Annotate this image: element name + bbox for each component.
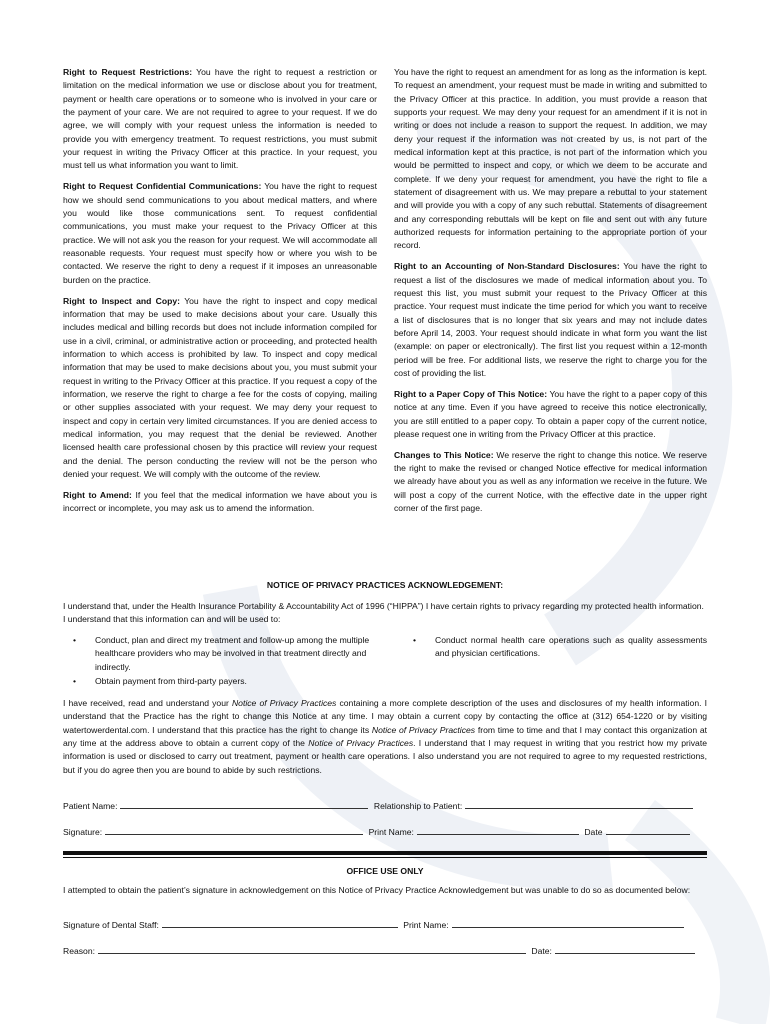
- patient-name-row: Patient Name: Relationship to Patient:: [63, 799, 707, 813]
- list-item: • Obtain payment from third-party payers.: [63, 675, 383, 688]
- staff-signature-field[interactable]: [162, 918, 398, 928]
- relationship-field[interactable]: [465, 799, 693, 809]
- office-use-heading: OFFICE USE ONLY: [346, 866, 424, 876]
- office-use-text: I attempted to obtain the patient’s signature in acknowledgement on this Notice of Privacy Practice Acknowledgement but was unable to do so as documented below:: [63, 885, 691, 895]
- acknowledgement-paragraph: I have received, read and understand your Notice of Privacy Practices containing a more complete description of the uses and disclosures of my health information. I understand that the Practice has the right to change this Notice at any time. I may obtain a current copy by contacting the office at (312) 654-1220 or by visiting watertowerdental.com. I understand that this practice has the right to change its Notice of Privacy Practices from time to time and that I may contact this organization at any time at the address above to obtain a current copy of the Notice of Privacy Practices. I understand that I may request in writing that you restrict how my private information is used or disclosed to carry out treatment, payment or health care operations. I also understand you are not required to agree to my requested restrictions, but if you do agree then you are bound to abide by such restrictions.: [63, 698, 708, 775]
- paragraph-inspect-copy: Right to Inspect and Copy: You have the right to inspect and copy medical information that may be used to make decisions about your care. Usually this includes medical and billing records but does not include information compiled for use in a civil, criminal, or administrative action or proceeding, and protected health information to which access is prohibited by law. To inspect and copy medical information that may be used to make decisions about you, you must submit your request in writing to the Privacy Officer at this practice. If you request a copy of the information, we reserve the right to charge a fee for the costs of copying, mailing or other supplies associated with your request. We may deny your request to inspect and copy in certain very limited circumstances. If you are denied access to medical information, you may request that the denial be reviewed. Another licensed health care professional chosen by this practice will review your request and the denial. The person conducting the review will not be the person who denied your request. We will comply with the outcome of the review.: [63, 295, 377, 479]
- bullet-icon: •: [73, 676, 77, 687]
- left-column: [63, 66, 377, 523]
- right-column: [394, 66, 707, 523]
- staff-signature-row: Signature of Dental Staff: Print Name:: [63, 918, 707, 932]
- patient-name-field[interactable]: [120, 799, 368, 809]
- staff-print-name-field[interactable]: [452, 918, 684, 928]
- paragraph-accounting-disclosures: Right to an Accounting of Non-Standard Disclosures: You have the right to request a list of the disclosures we made of medical information about you. To request this list, you must submit your request to the Privacy Officer at this practice. Your request must indicate the time period for which you want to receive a list of disclosures that is no longer that six years and may not include dates before April 14, 2003. Your request should indicate in what form you want the list (example: on paper or electronically). The first list you request within a 12-month period will be free. For additional lists, we reserve the right to charge you for the cost of providing the list.: [394, 261, 707, 379]
- paragraph-request-restrictions: Right to Request Restrictions: You have the right to request a restriction or limitation on the medical information we use or disclose about you for treatment, payment or health care operations or to someone who is involved in your care or the payment of your care. We are not required to agree to your request. If we do agree, we will comply with your request unless the information is needed to provide you with emergency treatment. To request restrictions, you must submit your request in writing the Privacy Officer at this practice. In your request, you must tell us what information you want to limit.: [63, 67, 377, 171]
- acknowledgement-intro: I understand that, under the Health Insurance Portability & Accountability Act of 1996 (“HIPPA”) I have certain rights to privacy regarding my protected health information. I understand that this information can and will be used to:: [63, 601, 704, 625]
- signature-row: Signature: Print Name: Date: [63, 825, 707, 839]
- bullet-icon: •: [413, 635, 417, 645]
- date-field[interactable]: [606, 825, 690, 835]
- reason-row: Reason: Date:: [63, 944, 707, 958]
- paragraph-changes-notice: Changes to This Notice: We reserve the right to change this notice. We reserve the right to make the revised or changed Notice effective for medical information we already have about you as well as any information we receive in the future. We will post a copy of the current Notice, with the effective date in the upper right corner of the first page.: [394, 449, 707, 514]
- office-date-field[interactable]: [555, 944, 695, 954]
- acknowledgement-heading: NOTICE OF PRIVACY PRACTICES ACKNOWLEDGEMENT:: [266, 580, 504, 590]
- paragraph-confidential-communications: Right to Request Confidential Communications: You have the right to request how we should send communications to you about medical matters, and where you would like those communications sent. To request confidential communications, you must make your request to the Privacy Officer at this practice. We will not ask you the reason for your request. We will accommodate all reasonable requests. Your request must specify how or where you wish to be contacted. We reserve the right to deny a request if it imposes an unreasonable burden on the practice.: [63, 181, 377, 285]
- section-divider: [63, 851, 707, 855]
- list-item: • Conduct, plan and direct my treatment and follow-up among the multiple healthcare providers who may be involved in that treatment directly and indirectly.: [73, 635, 370, 672]
- paragraph-paper-copy: Right to a Paper Copy of This Notice: You have the right to a paper copy of this notice at any time. Even if you have agreed to receive this notice electronically, you are still entitled to a paper copy. To obtain a paper copy of the current notice, please request one in writing from the Privacy Officer at this practice.: [394, 388, 707, 439]
- paragraph-amendment-continued: You have the right to request an amendment for as long as the information is kept. To request an amendment, your request must be made in writing and submitted to the Privacy Officer at this practice. In addition, you must provide a reason that supports your request. We may deny your request for an amendment if it is not in writing or does not include a reason to support the request. In addition, we may deny your request if the information was not created by us, is not part of the medical information kept at this practice, is not part of the information which you would be permitted to inspect and copy, or which we deem to be accurate and complete. If we deny your request for amendment, you have the right to file a statement of disagreement with us. We may prepare a rebuttal to your statement and will provide you with a copy of any such rebuttal. Statements of disagreement and any corresponding rebuttals will be kept on file and sent out with any future authorized requests for information pertaining to the appropriate portion of your record.: [394, 67, 707, 251]
- paragraph-right-to-amend: Right to Amend: If you feel that the medical information we have about you is incorrect or incomplete, you may ask us to amend the information.: [63, 489, 377, 514]
- section-divider-thin: [63, 857, 707, 858]
- list-item: • Conduct normal health care operations such as quality assessments and physician certifications.: [413, 635, 707, 659]
- print-name-field[interactable]: [417, 825, 579, 835]
- bullet-icon: •: [73, 635, 77, 645]
- reason-field[interactable]: [98, 944, 526, 954]
- signature-field[interactable]: [105, 825, 363, 835]
